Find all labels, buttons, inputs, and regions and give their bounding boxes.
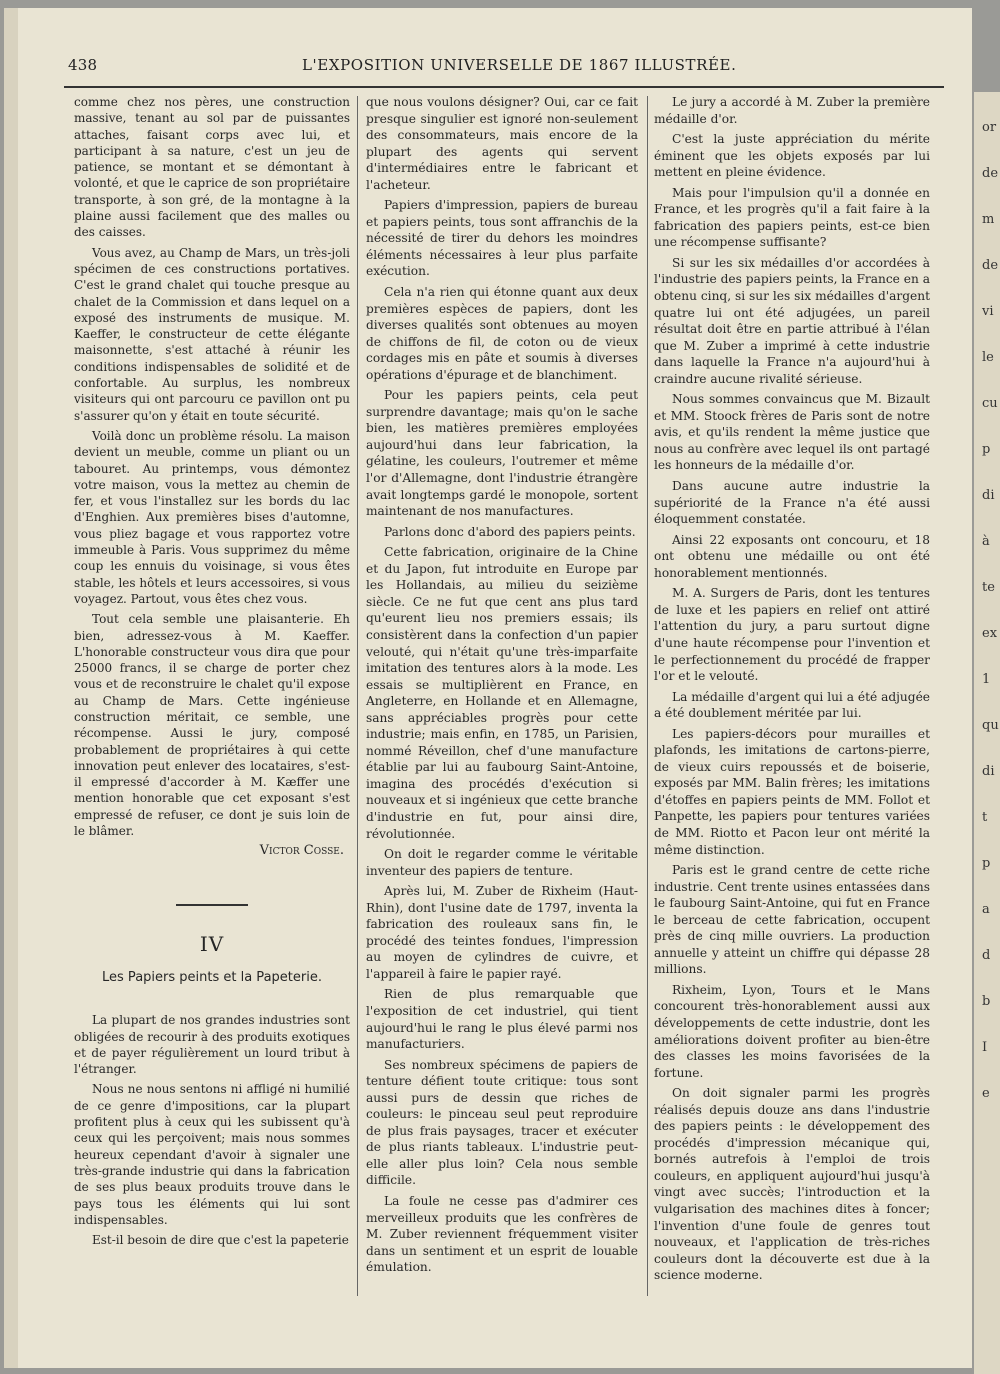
paragraph: On doit le regarder comme le véritable inventeur des papiers de tenture. (366, 847, 638, 878)
paragraph: Papiers d'impression, papiers de bureau et papiers peints, tous sont affranchis de la nécessité de tirer du dehors les moindres éléments nécessaires à leur plus parfaite exécution. (366, 198, 638, 279)
paragraph: La plupart de nos grandes industries sont obligées de recourir à des produits exotiques et de payer régulièrement un lourd tribut à l'étranger. (74, 1013, 350, 1077)
paragraph: Cela n'a rien qui étonne quant aux deux premières espèces de papiers, dont les diverses qualités sont obtenues au moyen de chiffons de fil, de coton ou de vieux cordages mis en pâte et soumis à diverses opérations d'épurage et de blanchiment. (366, 285, 638, 382)
edge-text-fragment: qu (982, 718, 999, 733)
edge-text-fragment: de (982, 166, 999, 181)
paragraph: La médaille d'argent qui lui a été adjugée a été doublement méritée par lui. (654, 689, 930, 721)
header-rule (64, 86, 944, 88)
paragraph: Les papiers-décors pour murailles et plafonds, les imitations de cartons-pierre, de vieux cuirs repoussés et de boiserie, exposés par MM. Balin frères; les imitations d'étoffes en papiers peints de MM. Follot et Panpette, les papiers pour tentures variées de MM. Riotto et Pacon leur ont mérité la même distinction. (654, 726, 930, 857)
paragraph: Voilà donc un problème résolu. La maison devient un meuble, comme un pliant ou un tabouret. Au printemps, vous démontez votre maison, vous la mettez au chemin de fer, et vous l'installez sur les bords du lac d'Enghien. Aux premières bises d'automne, vous pliez bagage et vous rapportez votre immeuble à Paris. Vous supprimez du même coup les ennuis du voisinage, si vous êtes stable, les hôtels et leurs accessoires, si vous voyagez. Partout, vous êtes chez vous. (74, 428, 350, 606)
newspaper-page (4, 8, 972, 1368)
paragraph: Cette fabrication, originaire de la Chine et du Japon, fut introduite en Europe par les Hollandais, au milieu du seizième siècle. Ce ne fut que cent ans plus tard qu'eurent lieu nos premiers essais; ils consistèrent dans la confection d'un papier velouté, qui n'était qu'une très-imparfaite imitation des tentures alors à la mode. Les essais se multiplièrent en France, en Angleterre, en Hollande et en Allemagne, sans appréciables progrès pour cette industrie; mais enfin, en 1785, un Parisien, nommé Réveillon, chef d'une manufacture établie par lui au faubourg Saint-Antoine, imagina des procédés d'exécution si nouveaux et si ingénieux que cette branche d'industrie en fut, pour ainsi dire, révolutionnée. (366, 545, 638, 841)
author-signature: Victor Cosse. (259, 843, 344, 859)
column-1 (74, 94, 350, 1252)
edge-text-fragment: p (982, 442, 991, 457)
section-separator (176, 904, 248, 906)
paragraph: Rien de plus remarquable que l'exposition de cet industriel, qui tient aujourd'hui le rang le plus élevé parmi nos manufacturiers. (366, 987, 638, 1052)
edge-text-fragment: te (982, 580, 995, 595)
edge-text-fragment: I (982, 1040, 988, 1055)
section-number: IV (199, 931, 225, 956)
paragraph: Ainsi 22 exposants ont concouru, et 18 ont obtenu une médaille ou ont été honorablement mentionnés. (654, 532, 930, 580)
edge-text-fragment: ex (982, 626, 998, 641)
edge-text-fragment: t (982, 810, 988, 825)
paragraph: Si sur les six médailles d'or accordées à l'industrie des papiers peints, la France en a obtenu cinq, si sur les six médailles d'argent quatre lui ont été adjugées, un pareil résultat doit être en partie attribué à l'élan que M. Zuber a imprimé à cette industrie dans laquelle la France n'a aujourd'hui à craindre aucune rivalité sérieuse. (654, 255, 930, 386)
paragraph: Nous sommes convaincus que M. Bizault et MM. Stoock frères de Paris sont de notre avis, et qu'ils rendent la même justice que nous au confrère avec lequel ils ont partagé les honneurs de la médaille d'or. (654, 392, 930, 473)
edge-text-fragment: d (982, 948, 991, 963)
paragraph: C'est la juste appréciation du mérite éminent que les objets exposés par lui mettent en pleine évidence. (654, 132, 930, 180)
section-title: Les Papiers peints et la Papeterie. (102, 969, 322, 985)
paragraph: M. A. Surgers de Paris, dont les tentures de luxe et les papiers en relief ont attiré l'attention du jury, a paru surtout digne d'une haute récompense pour l'invention et le perfectionnement du procédé de frapper l'or et le velouté. (654, 586, 930, 684)
edge-text-fragment: p (982, 856, 991, 871)
paragraph: La foule ne cesse pas d'admirer ces merveilleux produits que les confrères de M. Zuber reviennent fréquemment visiter dans un sentiment et un esprit de louable émulation. (366, 1194, 638, 1275)
paragraph: Le jury a accordé à M. Zuber la première médaille d'or. (654, 95, 930, 126)
paragraph: Dans aucune autre industrie la supériorité de la France n'a été aussi éloquemment constatée. (654, 479, 930, 527)
edge-text-fragment: vi (982, 304, 994, 319)
edge-text-fragment: le (982, 350, 994, 365)
edge-text-fragment: or (982, 120, 997, 135)
edge-text-fragment: cu (982, 396, 998, 411)
paragraph: que nous voulons désigner? Oui, car ce fait presque singulier est ignoré non-seulement des consommateurs, mais encore de la plupart des agents qui servent d'intermédiaires entre le fabricant et l'acheteur. (366, 95, 638, 192)
paragraph: Mais pour l'impulsion qu'il a donnée en France, et les progrès qu'il a fait faire à la fabrication des papiers peints, est-ce bien une récompense suffisante? (654, 185, 930, 250)
paragraph: Rixheim, Lyon, Tours et le Mans concourent très-honorablement aussi aux développements de cette industrie, dont les améliorations doivent profiter au bien-être des classes les moins favorisées de la fortune. (654, 982, 930, 1080)
paragraph: On doit signaler parmi les progrès réalisés depuis douze ans dans l'industrie des papiers peints : le développement des procédés d'impression mécanique qui, bornés autrefois à l'emploi de trois couleurs, en appliquent aujourd'hui jusqu'à vingt avec succès; l'introduction et la vulgarisation des machines dites à foncer; l'invention d'une foule de genres tout nouveaux, et l'application de très-riches couleurs dont la découverte est due à la science moderne. (654, 1086, 930, 1283)
edge-text-fragment: m (982, 212, 995, 227)
edge-text-fragment: b (982, 994, 991, 1009)
paragraph: Parlons donc d'abord des papiers peints. (384, 524, 636, 539)
paragraph: comme chez nos pères, une construction massive, tenant au sol par de puissantes attaches, faisant corps avec lui, et participant à sa nature, c'est un jeu de patience, se montant et se démontant à volonté, et que le caprice de son propriétaire transporte, à son gré, de la montagne à la plaine aussi facilement que des malles ou des caisses. (74, 95, 350, 240)
edge-text-fragment: 1 (982, 672, 991, 687)
paragraph: Pour les papiers peints, cela peut surprendre davantage; mais qu'on le sache bien, les matières premières employées aujourd'hui dans leur fabrication, la gélatine, les couleurs, l'outremer et même l'or d'Allemagne, dont l'industrie étrangère avait longtemps gardé le monopole, sortent maintenant de nos manufactures. (366, 388, 638, 519)
page-left-edge (4, 8, 18, 1368)
next-page-edge (974, 92, 1000, 1374)
edge-text-fragment: e (982, 1086, 990, 1101)
edge-text-fragment: à (982, 534, 990, 549)
edge-text-fragment: a (982, 902, 990, 917)
paragraph: Ses nombreux spécimens de papiers de tenture défient toute critique: tous sont aussi purs de dessin que riches de couleurs: le pinceau seul peut reproduire de plus frais paysages, tracer et exécuter de plus riants tableaux. L'industrie peut-elle aller plus loin? Cela nous semble difficile. (366, 1057, 638, 1188)
column-rule (647, 96, 648, 1296)
column-rule (357, 96, 358, 1296)
column-3 (654, 94, 930, 1288)
column-2 (366, 94, 638, 1280)
paragraph: Après lui, M. Zuber de Rixheim (Haut-Rhin), dont l'usine date de 1797, inventa la fabrication des rouleaux sans fin, le procédé des teintes fondues, l'impression au moyen de cylindres de cuivre, et l'appareil à faire le papier rayé. (366, 884, 638, 981)
paragraph: Tout cela semble une plaisanterie. Eh bien, adressez-vous à M. Kaeffer. L'honorable constructeur vous dira que pour 25000 francs, il se charge de porter chez vous et de reconstruire le chalet qu'il expose au Champ de Mars. Cette ingénieuse construction méritait, ce semble, une récompense. Aussi le jury, composé probablement de propriétaires à qui cette innovation peut enlever des locataires, s'est-il empressé d'accorder à M. Kæffer une mention honorable que cet exposant s'est empressé de refuser, ce dont je suis loin de le blâmer. (74, 612, 350, 839)
paragraph: Paris est le grand centre de cette riche industrie. Cent trente usines entassées dans le faubourg Saint-Antoine, qui fut en France le berceau de cette fabrication, occupent près de cinq mille ouvriers. La production annuelle y atteint un chiffre qui dépasse 28 millions. (654, 863, 930, 977)
paragraph: Nous ne nous sentons ni affligé ni humilié de ce genre d'impositions, car la plupart profitent plus à ceux qui les subissent qu'à ceux qui les perçoivent; mais nous sommes heureux cependant d'avoir à signaler une très-grande industrie qui dans la fabrication de ses plus beaux produits trouve dans le pays tous les éléments qui lui sont indispensables. (74, 1082, 350, 1227)
running-title: L'EXPOSITION UNIVERSELLE DE 1867 ILLUSTRÉE. (302, 56, 737, 74)
paragraph: Vous avez, au Champ de Mars, un très-joli spécimen de ces constructions portatives. C'est le grand chalet qui touche presque au chalet de la Commission et dans lequel on a exposé des instruments de musique. M. Kaeffer, le constructeur de cette élégante maisonnette, s'est attaché à réunir les conditions indispensables de solidité et de confortable. Au surplus, les nombreux visiteurs qui ont parcouru ce pavillon ont pu s'assurer qu'on y était en toute sécurité. (74, 245, 350, 423)
paragraph: Est-il besoin de dire que c'est la papeterie (92, 1233, 349, 1248)
page-number: 438 (68, 56, 98, 74)
edge-text-fragment: di (982, 488, 995, 503)
edge-text-fragment: di (982, 764, 995, 779)
edge-text-fragment: de (982, 258, 999, 273)
